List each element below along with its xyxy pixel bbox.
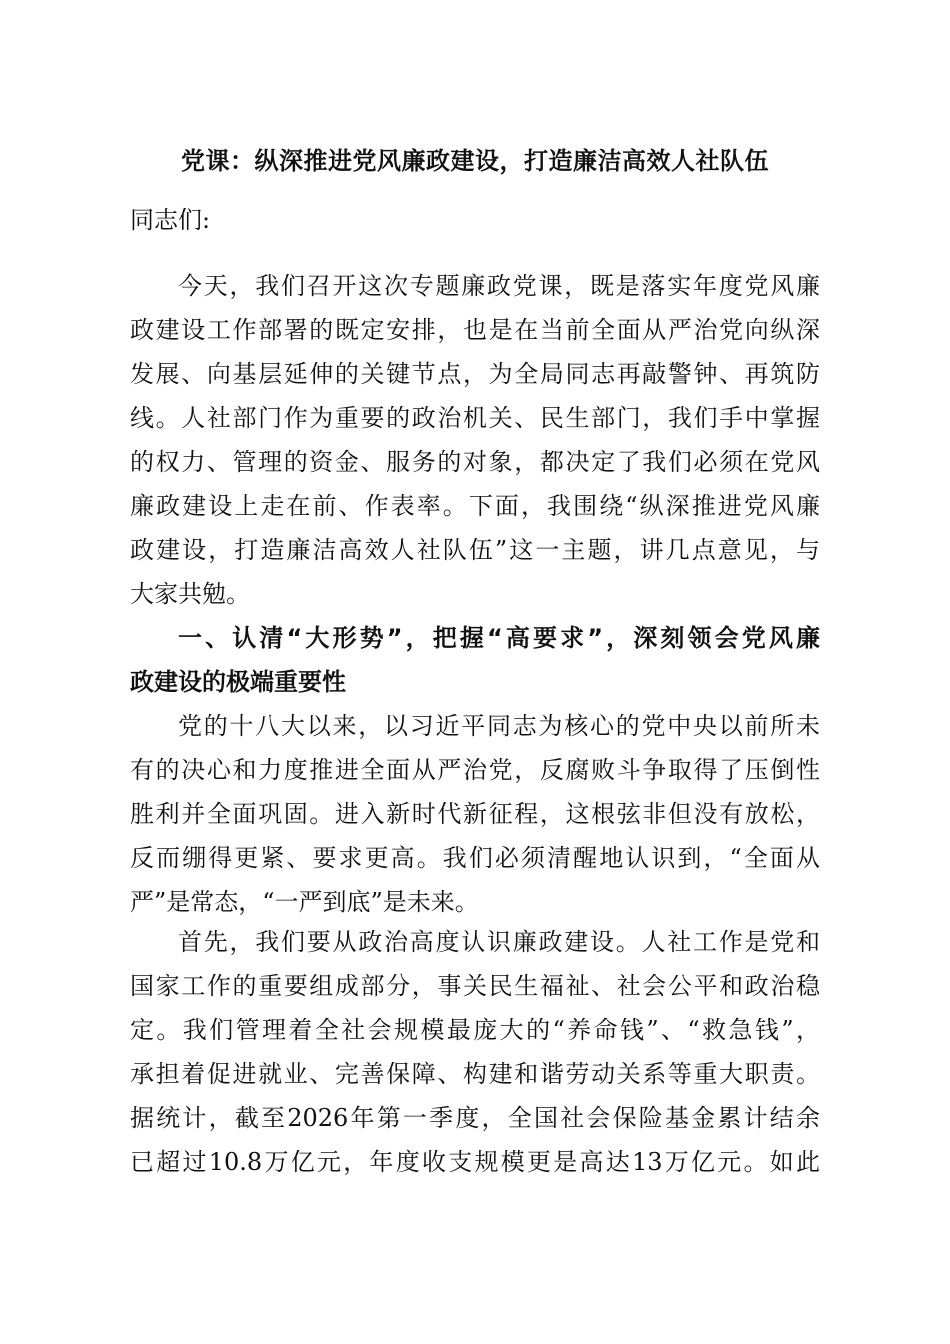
- paragraph-line: 有的决心和力度推进全面从严治党，反腐败斗争取得了压倒性: [130, 756, 820, 784]
- intro-line: 大家共勉。: [130, 580, 250, 608]
- salutation: 同志们:: [130, 206, 211, 234]
- section-heading-line: 政建设的极端重要性: [130, 668, 346, 696]
- intro-line: 政建设工作部署的既定安排，也是在当前全面从严治党向纵深: [130, 316, 820, 344]
- paragraph-line: 反而绷得更紧、要求更高。我们必须清醒地认识到，“全面从: [130, 844, 820, 872]
- intro-line: 政建设，打造廉洁高效人社队伍”这一主题，讲几点意见，与: [130, 536, 820, 564]
- paragraph-line: 胜利并全面巩固。进入新时代新征程，这根弦非但没有放松，: [130, 800, 820, 828]
- section-heading-line: 一、认清“大形势”，把握“高要求”，深刻领会党风廉: [178, 624, 820, 652]
- paragraph-line: 严”是常态，“一严到底”是未来。: [130, 888, 479, 916]
- intro-line: 发展、向基层延伸的关键节点，为全局同志再敲警钟、再筑防: [130, 360, 820, 388]
- intro-line: 今天，我们召开这次专题廉政党课，既是落实年度党风廉: [178, 272, 820, 300]
- intro-line: 线。人社部门作为重要的政治机关、民生部门，我们手中掌握: [130, 404, 820, 432]
- intro-line: 廉政建设上走在前、作表率。下面，我围绕“纵深推进党风廉: [130, 492, 820, 520]
- paragraph-line: 国家工作的重要组成部分，事关民生福祉、社会公平和政治稳: [130, 972, 820, 1000]
- paragraph-line: 承担着促进就业、完善保障、构建和谐劳动关系等重大职责。: [130, 1060, 820, 1088]
- paragraph-line: 据统计，截至2026年第一季度，全国社会保险基金累计结余: [130, 1104, 820, 1132]
- paragraph-line: 定。我们管理着全社会规模最庞大的“养命钱”、“救急钱”，: [130, 1016, 820, 1044]
- paragraph-line: 首先，我们要从政治高度认识廉政建设。人社工作是党和: [178, 928, 820, 956]
- paragraph-line: 党的十八大以来，以习近平同志为核心的党中央以前所未: [178, 712, 820, 740]
- document-title: 党课：纵深推进党风廉政建设，打造廉洁高效人社队伍: [181, 147, 769, 175]
- paragraph-line: 已超过10.8万亿元，年度收支规模更是高达13万亿元。如此: [130, 1148, 820, 1176]
- intro-line: 的权力、管理的资金、服务的对象，都决定了我们必须在党风: [130, 448, 820, 476]
